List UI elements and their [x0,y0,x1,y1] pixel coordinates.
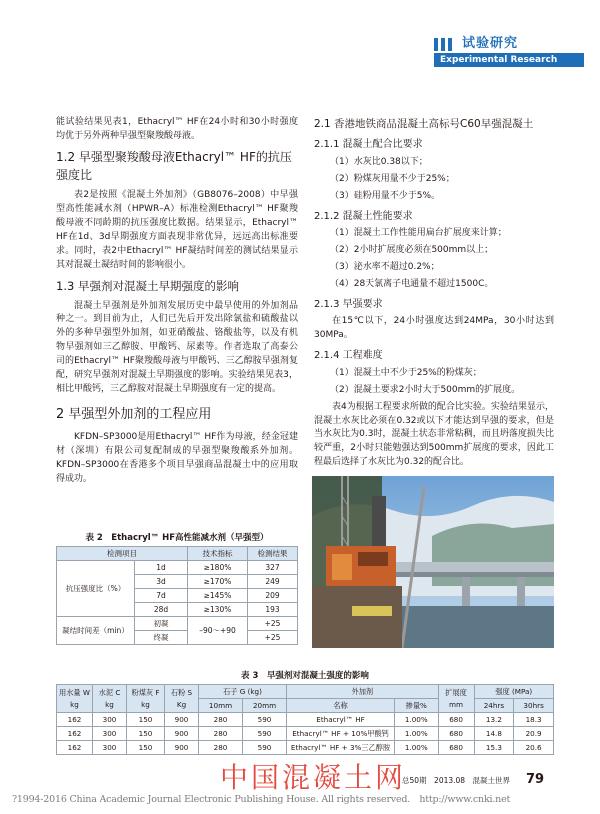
table-header: 掺量% [395,699,439,713]
table-header-row [57,547,298,561]
right-column [314,116,554,471]
bridge-construction-image [312,476,554,648]
list-item: （2）混凝土要求2小时大于500mm的扩展度。 [330,384,521,395]
table-cell: Ethacryl™ HF [287,713,395,727]
table-cell: ≥170% [188,575,248,589]
table-header: 用水量 W kg [57,685,93,713]
heading-2: 2 早强型外加剂的工程应用 [56,407,212,423]
table-cell: 249 [248,575,298,589]
heading-1-2: 1.2 早强型聚羧酸母液Ethacryl™ HF的抗压强度比 [56,149,292,183]
heading-2-1-3: 2.1.3 早强要求 [314,298,383,310]
table-cell: 162 [57,727,93,741]
table-cell: 680 [438,727,474,741]
table-cell: 14.8 [474,727,514,741]
list-item: （1）水灰比0.38以下； [330,156,428,167]
paragraph-early-req: 在15℃以下，24小时强度达到24MPa，30小时达到30MPa。 [314,316,554,341]
table-cell: 1.00% [395,727,439,741]
construction-photo [312,476,554,648]
table-cell: 193 [248,603,298,617]
table-cell: 抗压强度比（%） [57,561,135,617]
list-item: （1）混凝土工作性能用扁台扩展度来计算； [330,228,507,239]
table-row [57,617,298,631]
table-cell: 13.2 [474,713,514,727]
paragraph-table4: 表4为根据工程要求所做的配合比实验。实验结果显示，混凝土水灰比必须在0.32或以下才能达到早强的要求，但是当水灰比为0.3时，混凝土状态非常粘稠，而且坍落度损失比较严重，2小时只能勉强达到500mm扩展度的要求，因此工程最后选择了水灰比为0.32的配合比。 [314,401,554,468]
table-cell: 1.00% [395,713,439,727]
list-item: （1）混凝土中不少于25%的粉煤灰； [330,367,482,378]
list-item: （2）2小时扩展度必须在500mm以上； [330,245,494,256]
heading-2-1-2: 2.1.2 混凝土性能要求 [314,210,413,222]
table-row [57,561,298,575]
page-number: 79 [526,772,545,787]
section-title: 试验研究 [462,36,519,51]
table-cell: –90～+90 [188,617,248,645]
table-cell: 7d [135,589,188,603]
list-item: （3）泌水率不超过0.2%； [330,261,440,272]
table-cell: 初凝 [135,617,188,631]
table-header: 检测结果 [248,547,298,561]
table-cell: 20.6 [514,741,554,755]
table-cell: 280 [199,741,243,755]
issue-info: 总50期 2013.08 混凝土世界 [402,776,511,785]
table-cell: 590 [243,713,287,727]
table-header-row [57,685,554,699]
table-cell: 1d [135,561,188,575]
table-cell: 900 [165,727,199,741]
table-cell: ≥145% [188,589,248,603]
table-row [57,741,554,755]
table-cell: 18.3 [514,713,554,727]
table3-caption: 表 3 早强剂对混凝土强度的影响 [241,671,369,681]
table-cell: 280 [199,727,243,741]
table-header: 10mm [199,699,243,713]
section-subtitle: Experimental Research [434,53,584,67]
table-header: 外加剂 [287,685,439,699]
table-cell: 28d [135,603,188,617]
table-cell: +25 [248,631,298,645]
table-cell: ≥180% [188,561,248,575]
table-header: 石子 G (kg) [199,685,287,699]
paragraph-kfdn: KFDN–SP3000是用Ethacryl™ HF作为母液，经金冠建材（深圳）有限公司复配制成的早强型聚羧酸系外加剂。KFDN–SP3000在香港多个项目早强商品混凝土中的应用取得成功。 [56,432,298,485]
header-bars-icon [434,38,452,51]
table-cell: 150 [127,713,165,727]
heading-2-1: 2.1 香港地铁商品混凝土高标号C60早强混凝土 [314,118,534,130]
table-cell: 327 [248,561,298,575]
table-cell: 590 [243,727,287,741]
table-header: 20mm [243,699,287,713]
table-header: 粉煤灰 F kg [127,685,165,713]
table-cell: 300 [93,741,127,755]
list-item: （4）28天氯离子电通量不超过1500C。 [330,278,494,289]
table-cell: 209 [248,589,298,603]
table-cell: 162 [57,741,93,755]
table-row [57,713,554,727]
table2 [56,546,298,645]
list-item: （3）硅粉用量不少于5%。 [330,190,441,201]
table-cell: 680 [438,741,474,755]
table-header: 强度 (MPa) [474,685,553,699]
heading-2-1-1: 2.1.1 混凝土配合比要求 [314,139,423,151]
table-cell: 300 [93,727,127,741]
table3 [56,684,554,755]
heading-2-1-4: 2.1.4 工程难度 [314,350,383,362]
table-cell: 162 [57,713,93,727]
table-cell: ≥130% [188,603,248,617]
heading-1-3: 1.3 早强剂对混凝土早期强度的影响 [56,278,239,293]
left-column [56,116,298,488]
table-cell: 1.00% [395,741,439,755]
table-header: 检测项目 [57,547,188,561]
section-header [434,34,584,74]
table-cell: 150 [127,727,165,741]
table-header: 24hrs [474,699,514,713]
table-cell: 900 [165,713,199,727]
list-item: （2）粉煤灰用量不少于25%； [330,173,455,184]
paragraph-table1-result: 能试验结果见表1，Ethacryl™ HF在24小时和30小时强度均优于另外两种早强型聚羧酸母液。 [56,117,298,141]
table-cell: 590 [243,741,287,755]
table-cell: +25 [248,617,298,631]
table-header: 水泥 C kg [93,685,127,713]
table-cell: 280 [199,713,243,727]
table-cell: 3d [135,575,188,589]
table-cell: 300 [93,713,127,727]
table2-caption: 表 2 Ethacryl™ HF高性能减水剂（早强型） [85,533,269,543]
table-cell: 凝结时间差（min） [57,617,135,645]
table-cell: 15.3 [474,741,514,755]
table-header: 扩展度 mm [438,685,474,713]
table-header: 30hrs [514,699,554,713]
copyright-line: ?1994-2016 China Academic Journal Electronic Publishing House. All rights reserved. http://www.cnki.net [12,794,511,805]
table-header: 技术指标 [188,547,248,561]
paragraph-table2-desc: 表2是按照《混凝土外加剂》（GB8076–2008）中早强型高性能减水剂（HPWR–A）标准检测Ethacryl™ HF聚羧酸母液不同龄期的抗压强度比数据。结果显示，Ethacryl™ HF在1d、3d早期强度方面表现非常优异，远远高出标准要求。同时，表2中Ethacryl™ HF凝结时间差的测试结果显示其对混凝土凝结时间的影响很小。 [56,190,298,270]
table-header: 名称 [287,699,395,713]
paragraph-early-strength: 混凝土早强剂是外加剂发展历史中最早使用的外加剂品种之一。到目前为止，人们已先后开发出除氯盐和硫酸盐以外的多种早强型外加剂，如亚硝酸盐、铬酸盐等，以及有机物早强剂如三乙醇胺、甲酸钙、尿素等。作者选取了高泰公司的Ethacryl™ HF聚羧酸母液与甲酸钙、三乙醇胺早强剂复配，研究早强剂对混凝土早期强度的影响。实验结果见表3，相比甲酸钙，三乙醇胺对混凝土早期强度有一定的提高。 [56,300,298,395]
table-cell: 900 [165,741,199,755]
table-header: 石粉 S Kg [165,685,199,713]
table-cell: 20.9 [514,727,554,741]
table-cell: Ethacryl™ HF + 10%甲酸钙 [287,727,395,741]
table-cell: 终凝 [135,631,188,645]
table-cell: 150 [127,741,165,755]
watermark: 中国混凝土网 [220,761,407,794]
table-cell: 680 [438,713,474,727]
table-row [57,727,554,741]
table-cell: Ethacryl™ HF + 3%三乙醇胺 [287,741,395,755]
